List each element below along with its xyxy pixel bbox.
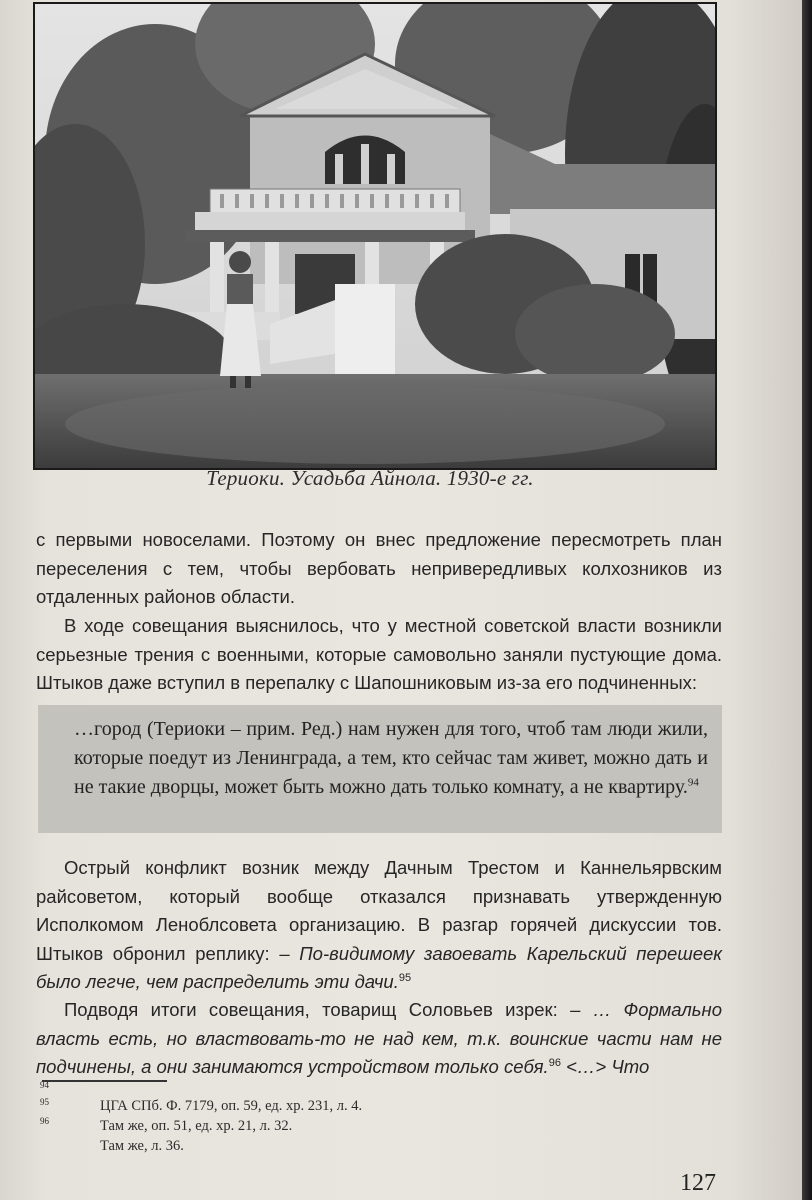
footnote-number: 96: [40, 1116, 49, 1126]
paragraph-3-text: [36, 854, 722, 997]
paragraph-4-footnote-ref: 96: [548, 1056, 561, 1069]
paragraph-4-text: [36, 996, 722, 1082]
paragraph-1: [36, 526, 722, 612]
footnote-number: 95: [40, 1097, 49, 1107]
manor-photo-image: [35, 4, 715, 468]
footnote-number: 94: [40, 1080, 49, 1090]
paragraph-2: [36, 612, 722, 698]
manor-photo: [33, 2, 717, 470]
footnote-text: Там же, оп. 51, ед. хр. 21, л. 32.: [100, 1118, 293, 1134]
paragraph-4-tail: <…> Что: [560, 1056, 650, 1077]
page-edge-shadow: [802, 0, 812, 1200]
paragraph-2-text: В ходе совещания выяснилось, что у местной советской власти возникли серьезные трения с военными, которые самовольно заняли пустующие дома. Штыков даже вступил в перепалку с Шапошниковым из-за его подчиненных:: [36, 615, 722, 693]
page-number: 127: [680, 1170, 716, 1196]
block-quote: [38, 705, 722, 833]
paragraph-3-footnote-ref: 95: [398, 971, 412, 984]
paragraph-3-italic: По-видимому завоевать Карельский перешеек было легче, чем распределить эти дачи.: [36, 942, 723, 992]
paragraph-3: [36, 854, 722, 997]
paragraph-4-plain: Подводя итоги совещания, товарищ Соловьев изрек: –: [64, 999, 593, 1020]
paragraph-3-plain: Острый конфликт возник между Дачным Трестом и Каннельярвским райсоветом, который вообще отказался признавать утвержденную Исполкомом Леноблсовета организацию. В разгар горячей дискуссии тов. Штыков обронил реплику: –: [36, 857, 722, 964]
paragraph-1-text: с первыми новоселами. Поэтому он внес предложение пересмотреть план переселения с тем, чтобы вербовать непривередливых колхозников из отдаленных районов области.: [36, 529, 722, 607]
paragraph-4: [36, 996, 722, 1082]
footnote-divider: [42, 1080, 167, 1082]
footnote-text: Там же, л. 36.: [100, 1138, 184, 1154]
footnote-text: ЦГА СПб. Ф. 7179, оп. 59, ед. хр. 231, л. 4.: [100, 1098, 363, 1114]
quote-text: …город (Териоки – прим. Ред.) нам нужен для того, чтоб там люди жили, которые поедут из Ленинграда, а тем, кто сейчас там живет, можно дать и не такие дворцы, может быть можно дать только комнату, а не квартиру.: [74, 718, 708, 798]
photo-caption: Териоки. Усадьба Айнола. 1930-е гг.: [206, 466, 534, 490]
paragraph-4-italic: … Формально власть есть, но властвовать-то не над кем, т.к. воинские части нам не подчинены, а они занимаются устройством только себя.: [36, 999, 722, 1077]
quote-footnote-ref: 94: [687, 776, 699, 789]
